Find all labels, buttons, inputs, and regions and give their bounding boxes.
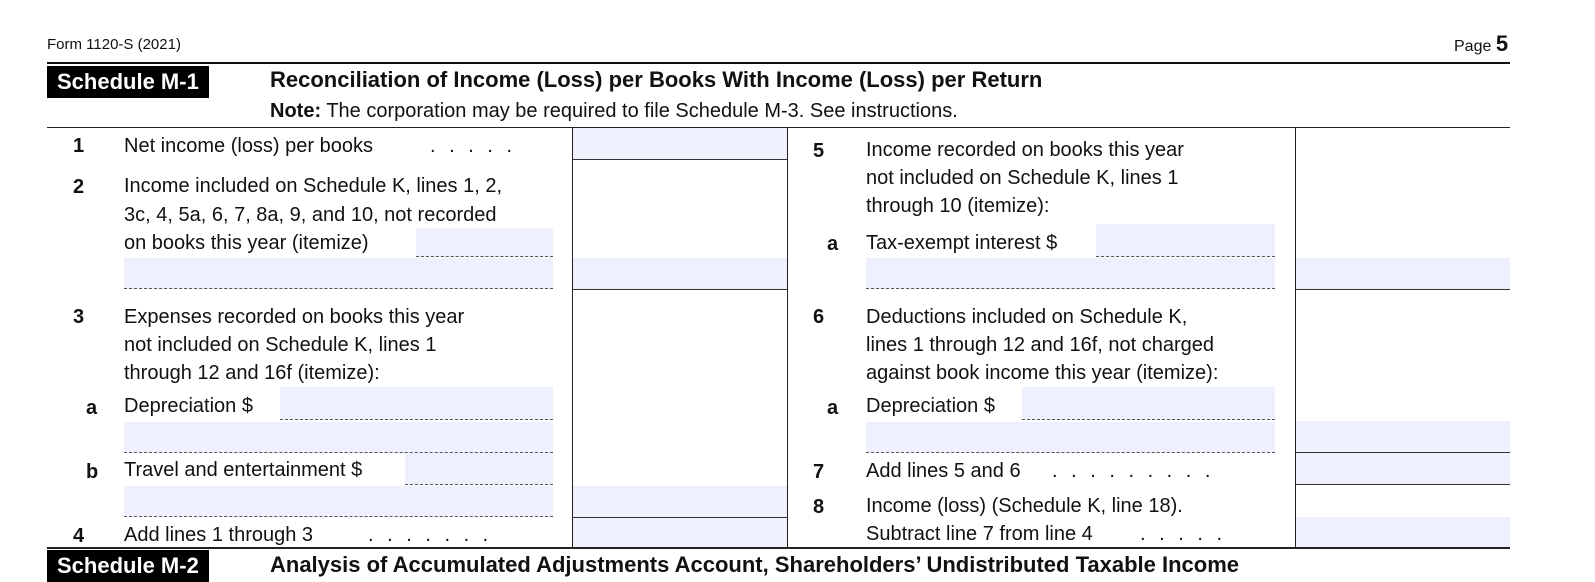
line-1-label: Net income (loss) per books <box>124 135 373 157</box>
line-8-text-1: Income (loss) (Schedule K, line 18). <box>866 495 1183 517</box>
schedule-m2-badge: Schedule M-2 <box>47 550 209 582</box>
line-3b-itemize-field[interactable] <box>124 486 553 517</box>
line-3b-letter: b <box>86 461 99 483</box>
page-number: 5 <box>1495 31 1509 56</box>
line-6a-label: Depreciation $ <box>866 395 995 417</box>
line-3a-label: Depreciation $ <box>124 395 253 417</box>
line-5a-tax-exempt-field[interactable] <box>1096 224 1275 257</box>
note-label: Note: <box>270 100 322 122</box>
line-5-text-3: through 10 (itemize): <box>866 195 1050 217</box>
line-7-dots: . . . . . . . . . <box>1052 460 1215 482</box>
line-3b-label: Travel and entertainment $ <box>124 459 363 481</box>
line-3-amount-field[interactable] <box>573 486 787 518</box>
form-id: Form 1120-S (2021) <box>47 36 181 53</box>
line-5-number: 5 <box>813 140 825 162</box>
line-7-number: 7 <box>813 461 825 483</box>
line-8-dots: . . . . . <box>1140 523 1227 545</box>
line-4-dots: . . . . . . . <box>368 524 493 546</box>
line-3a-depreciation-field[interactable] <box>280 387 553 420</box>
line-3a-letter: a <box>86 397 98 419</box>
column-divider <box>572 127 573 547</box>
line-1-dots: . . . . . <box>430 135 517 157</box>
line-3-number: 3 <box>73 306 85 328</box>
schedule-m1-badge: Schedule M-1 <box>47 66 209 98</box>
line-3b-travel-field[interactable] <box>405 453 553 485</box>
line-3-text-3: through 12 and 16f (itemize): <box>124 362 380 384</box>
header-rule <box>47 62 1510 64</box>
line-6a-depreciation-field[interactable] <box>1022 387 1275 420</box>
line-6-text-2: lines 1 through 12 and 16f, not charged <box>866 334 1215 356</box>
line-7-amount-field[interactable] <box>1296 453 1510 485</box>
line-1-amount-field[interactable] <box>573 128 787 160</box>
line-2-itemize-field-2[interactable] <box>124 258 553 289</box>
page-indicator <box>1454 31 1508 57</box>
line-5a-label: Tax-exempt interest $ <box>866 232 1058 254</box>
line-2-itemize-field-1[interactable] <box>416 228 553 257</box>
schedule-m2-title: Analysis of Accumulated Adjustments Account, Shareholders’ Undistributed Taxable Income <box>270 552 1240 577</box>
section-divider <box>47 547 1510 549</box>
line-5a-letter: a <box>827 233 839 255</box>
line-6-text-3: against book income this year (itemize): <box>866 362 1219 384</box>
line-2-text-1: Income included on Schedule K, lines 1, 2, <box>124 175 503 197</box>
line-4-amount-field[interactable] <box>573 518 787 547</box>
note-text: The corporation may be required to file Schedule M-3. See instructions. <box>326 100 958 122</box>
line-8-amount-field[interactable] <box>1296 517 1510 547</box>
line-6a-letter: a <box>827 397 839 419</box>
line-2-amount-field[interactable] <box>573 258 787 290</box>
line-6-text-1: Deductions included on Schedule K, <box>866 306 1188 328</box>
line-1-number: 1 <box>73 135 85 157</box>
line-8-text-2: Subtract line 7 from line 4 <box>866 523 1093 545</box>
line-5-text-2: not included on Schedule K, lines 1 <box>866 167 1179 189</box>
line-6-number: 6 <box>813 306 825 328</box>
page-label: Page <box>1454 38 1492 55</box>
line-2-text-3: on books this year (itemize) <box>124 232 369 254</box>
schedule-m1-note <box>270 97 958 125</box>
line-2-number: 2 <box>73 176 85 198</box>
column-divider <box>787 127 788 547</box>
line-5-text-1: Income recorded on books this year <box>866 139 1184 161</box>
line-4-label: Add lines 1 through 3 <box>124 524 314 546</box>
line-8-number: 8 <box>813 496 825 518</box>
line-3a-itemize-field[interactable] <box>124 422 553 453</box>
line-3-text-2: not included on Schedule K, lines 1 <box>124 334 437 356</box>
schedule-m1-title: Reconciliation of Income (Loss) per Books With Income (Loss) per Return <box>270 67 1043 92</box>
line-6-itemize-field[interactable] <box>866 422 1275 453</box>
line-2-text-2: 3c, 4, 5a, 6, 7, 8a, 9, and 10, not recorded <box>124 204 497 226</box>
line-4-number: 4 <box>73 525 85 547</box>
line-7-label: Add lines 5 and 6 <box>866 460 1021 482</box>
line-5-amount-field[interactable] <box>1296 258 1510 290</box>
line-5-itemize-field[interactable] <box>866 258 1275 289</box>
line-6-amount-field[interactable] <box>1296 421 1510 453</box>
line-3-text-1: Expenses recorded on books this year <box>124 306 465 328</box>
